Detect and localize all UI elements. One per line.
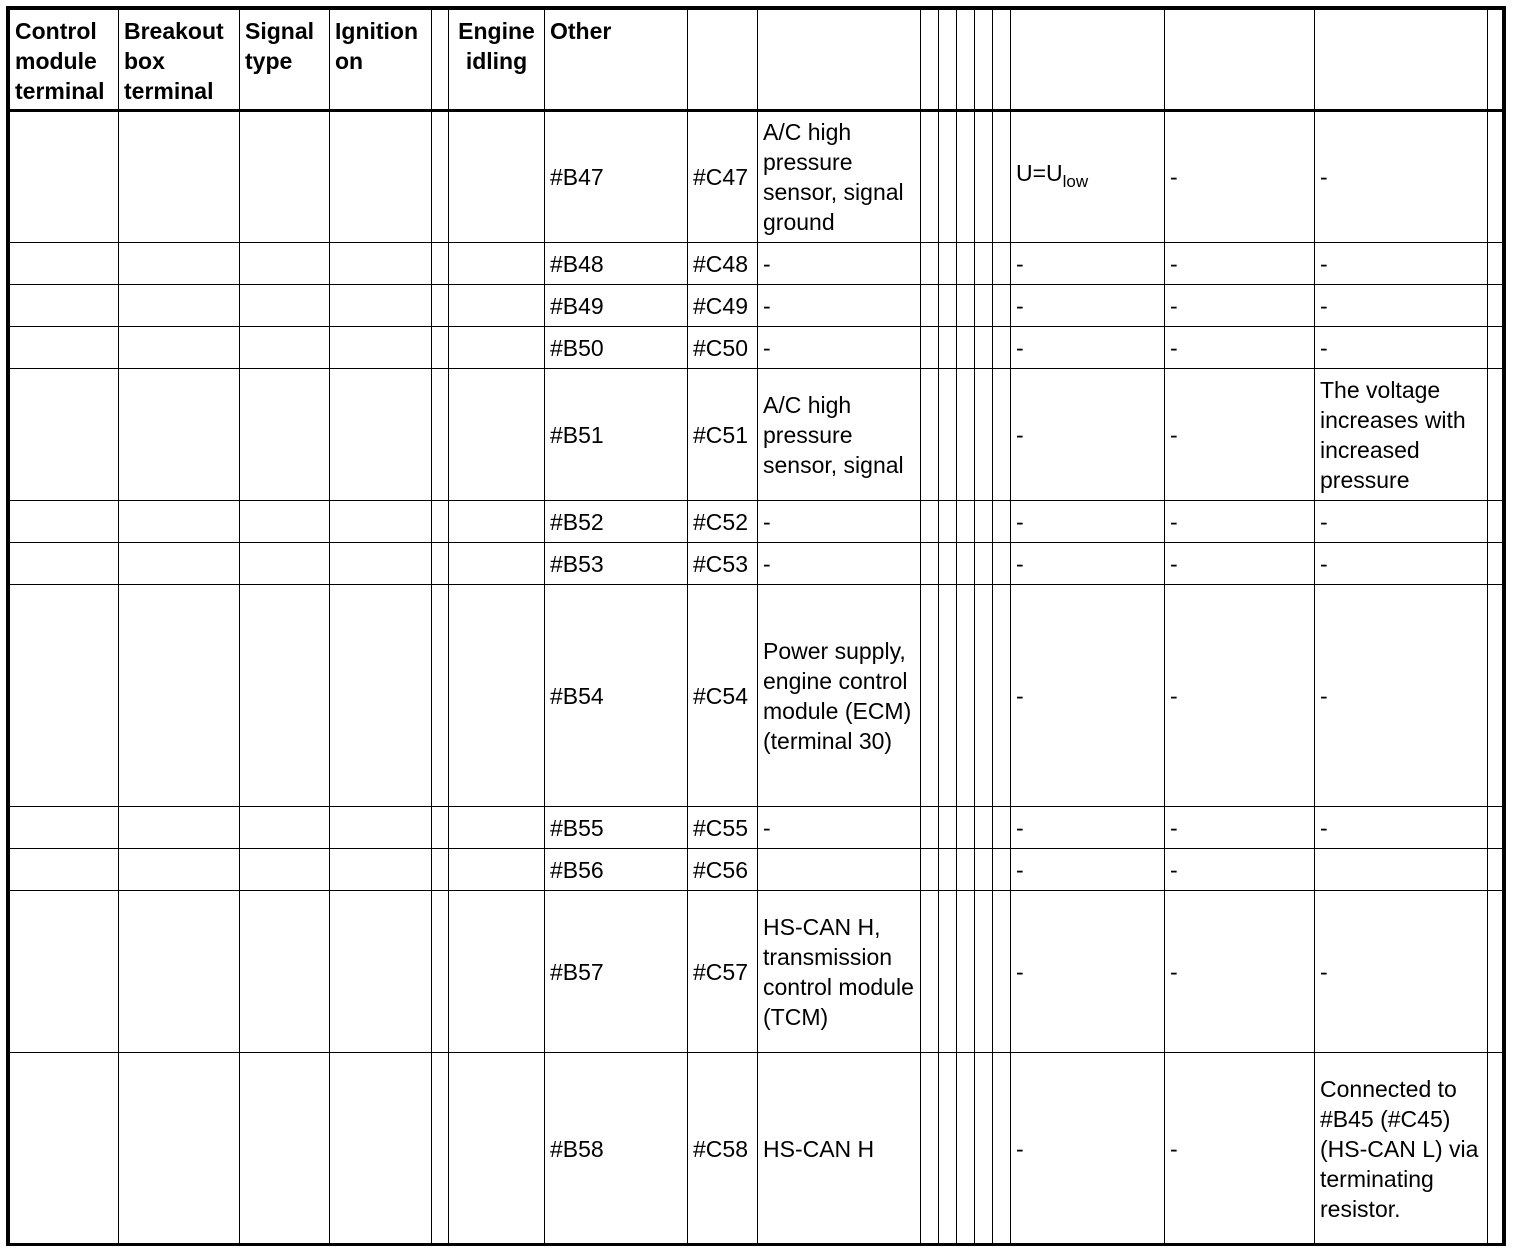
- value-2: -: [1165, 501, 1315, 543]
- c-terminal: #C56: [688, 849, 758, 891]
- table-row: [10, 807, 1503, 849]
- c-terminal: #C48: [688, 243, 758, 285]
- description: Power supply, engine control module (ECM) (terminal 30): [758, 585, 921, 807]
- value-1: $U=U_{low}$: [1011, 111, 1165, 243]
- b-terminal: #B47: [545, 111, 688, 243]
- description: -: [758, 285, 921, 327]
- value-2: -: [1165, 891, 1315, 1053]
- value-2: -: [1165, 849, 1315, 891]
- header-blank-1: [432, 10, 449, 111]
- table-row: [10, 243, 1503, 285]
- value-1: -: [1011, 327, 1165, 369]
- value-3: The voltage increases with increased pressure: [1315, 369, 1488, 501]
- value-2: -: [1165, 111, 1315, 243]
- c-terminal: #C49: [688, 285, 758, 327]
- header-blank-12: [1488, 10, 1503, 111]
- value-1: -: [1011, 585, 1165, 807]
- description: -: [758, 807, 921, 849]
- description: HS-CAN H: [758, 1053, 921, 1245]
- value-3: -: [1315, 111, 1488, 243]
- header-blank-3: [758, 10, 921, 111]
- value-3: [1315, 849, 1488, 891]
- description: A/C high pressure sensor, signal: [758, 369, 921, 501]
- c-terminal: #C54: [688, 585, 758, 807]
- value-3: -: [1315, 285, 1488, 327]
- header-other: Other: [545, 10, 688, 111]
- b-terminal: #B50: [545, 327, 688, 369]
- c-terminal: #C52: [688, 501, 758, 543]
- b-terminal: #B58: [545, 1053, 688, 1245]
- b-terminal: #B53: [545, 543, 688, 585]
- value-2: -: [1165, 243, 1315, 285]
- description: A/C high pressure sensor, signal ground: [758, 111, 921, 243]
- value-3: -: [1315, 891, 1488, 1053]
- header-blank-10: [1165, 10, 1315, 111]
- table-row: [10, 543, 1503, 585]
- value-2: -: [1165, 585, 1315, 807]
- b-terminal: #B55: [545, 807, 688, 849]
- value-2: -: [1165, 543, 1315, 585]
- value-1: -: [1011, 501, 1165, 543]
- c-terminal: #C53: [688, 543, 758, 585]
- value-1: -: [1011, 369, 1165, 501]
- value-1-subscript: low: [1062, 171, 1089, 191]
- value-2: -: [1165, 807, 1315, 849]
- description: -: [758, 543, 921, 585]
- table-row: [10, 849, 1503, 891]
- b-terminal: #B48: [545, 243, 688, 285]
- table-row: [10, 891, 1503, 1053]
- b-terminal: #B56: [545, 849, 688, 891]
- description: -: [758, 501, 921, 543]
- c-terminal: #C57: [688, 891, 758, 1053]
- table-row: [10, 369, 1503, 501]
- header-blank-8: [993, 10, 1011, 111]
- header-blank-5: [939, 10, 957, 111]
- header-blank-4: [921, 10, 939, 111]
- c-terminal: #C55: [688, 807, 758, 849]
- table-row: [10, 285, 1503, 327]
- value-3: -: [1315, 501, 1488, 543]
- terminal-table-sheet: [6, 6, 1506, 1246]
- value-3: -: [1315, 327, 1488, 369]
- header-blank-2: [688, 10, 758, 111]
- header-blank-9: [1011, 10, 1165, 111]
- value-2: -: [1165, 1053, 1315, 1245]
- value-1: -: [1011, 543, 1165, 585]
- value-2: -: [1165, 327, 1315, 369]
- table-row: [10, 327, 1503, 369]
- value-3: -: [1315, 807, 1488, 849]
- b-terminal: #B49: [545, 285, 688, 327]
- c-terminal: #C50: [688, 327, 758, 369]
- value-1: -: [1011, 243, 1165, 285]
- value-1: -: [1011, 807, 1165, 849]
- value-2: -: [1165, 369, 1315, 501]
- value-3: Connected to #B45 (#C45) (HS-CAN L) via terminating resistor.: [1315, 1053, 1488, 1245]
- header-control-module-terminal: Control module terminal: [10, 10, 119, 111]
- header-signal-type: Signal type: [240, 10, 330, 111]
- value-3: -: [1315, 585, 1488, 807]
- header-blank-6: [957, 10, 975, 111]
- description: -: [758, 243, 921, 285]
- c-terminal: #C47: [688, 111, 758, 243]
- header-ignition-on: Ignition on: [330, 10, 432, 111]
- c-terminal: #C51: [688, 369, 758, 501]
- header-blank-7: [975, 10, 993, 111]
- description: HS-CAN H, transmission control module (TCM): [758, 891, 921, 1053]
- header-row: [10, 10, 1503, 111]
- b-terminal: #B57: [545, 891, 688, 1053]
- header-engine-idling: Engine idling: [449, 10, 545, 111]
- table-row: [10, 501, 1503, 543]
- c-terminal: #C58: [688, 1053, 758, 1245]
- b-terminal: #B52: [545, 501, 688, 543]
- value-3: -: [1315, 543, 1488, 585]
- value-1: -: [1011, 1053, 1165, 1245]
- value-2: -: [1165, 285, 1315, 327]
- b-terminal: #B54: [545, 585, 688, 807]
- header-blank-11: [1315, 10, 1488, 111]
- value-1: -: [1011, 849, 1165, 891]
- description: [758, 849, 921, 891]
- description: -: [758, 327, 921, 369]
- value-1: -: [1011, 285, 1165, 327]
- header-breakout-box-terminal: Breakout box terminal: [119, 10, 240, 111]
- terminal-table: [9, 9, 1503, 1245]
- table-row: [10, 585, 1503, 807]
- b-terminal: #B51: [545, 369, 688, 501]
- table-row: [10, 1053, 1503, 1245]
- value-3: -: [1315, 243, 1488, 285]
- value-1: -: [1011, 891, 1165, 1053]
- table-row: [10, 111, 1503, 243]
